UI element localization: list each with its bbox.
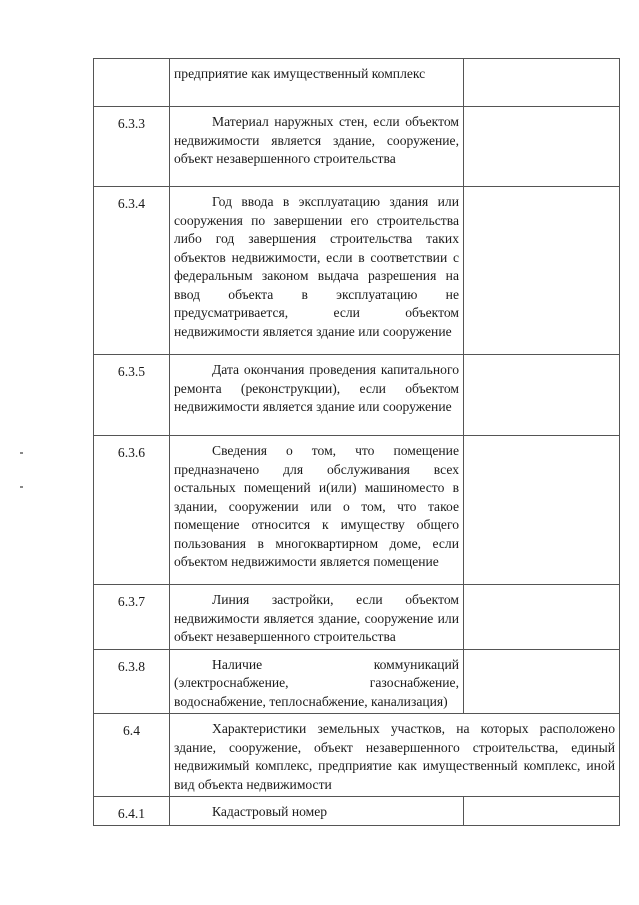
- table-row: [94, 59, 620, 107]
- row-description: [170, 649, 464, 714]
- table-row: [94, 107, 620, 187]
- row-number: 6.3.7: [94, 585, 170, 650]
- row-number: [94, 59, 170, 107]
- row-description: [170, 355, 464, 436]
- row-number: 6.3.8: [94, 649, 170, 714]
- row-description-text: Характеристики земельных участков, на которых расположено здание, сооружение, объект незавершенного строительства, единый недвижимый комплекс, предприятие как имущественный комплекс, иной вид объекта недвижимости: [174, 721, 615, 792]
- row-value-cell: [464, 355, 620, 436]
- row-description-text: Линия застройки, если объектом недвижимости является здание, сооружение или объект незавершенного строительства: [174, 592, 459, 644]
- table-row: [94, 436, 620, 585]
- row-description: [170, 187, 464, 355]
- characteristics-table: [93, 58, 620, 826]
- row-description-text: Материал наружных стен, если объектом недвижимости является здание, сооружение, объект незавершенного строительства: [174, 114, 459, 166]
- row-description-text: Наличие коммуникаций (электроснабжение, газоснабжение, водоснабжение, теплоснабжение, канализация): [174, 656, 459, 709]
- row-description: [170, 59, 464, 107]
- table-row: [94, 355, 620, 436]
- row-description-text: Сведения о том, что помещение предназначено для обслуживания всех остальных помещений и(или) машиноместо в здании, сооружении или о том, что такое помещение относится к имуществу общего пользования в многоквартирном доме, если объектом недвижимости является помещение: [174, 443, 459, 569]
- row-number: 6.3.4: [94, 187, 170, 355]
- row-number: 6.4: [94, 714, 170, 797]
- row-number: 6.3.6: [94, 436, 170, 585]
- row-description: [170, 107, 464, 187]
- row-value-cell: [464, 585, 620, 650]
- table-row: [94, 187, 620, 355]
- table-row: [94, 714, 620, 797]
- table-row: [94, 649, 620, 714]
- row-description: [170, 436, 464, 585]
- row-description: [170, 585, 464, 650]
- row-value-cell: [464, 59, 620, 107]
- margin-mark: [20, 452, 23, 454]
- row-number: 6.3.5: [94, 355, 170, 436]
- row-value-cell: [464, 797, 620, 826]
- margin-mark: [20, 486, 23, 488]
- row-description-text: Дата окончания проведения капитального ремонта (реконструкции), если объектом недвижимости является здание или сооружение: [174, 362, 459, 414]
- row-number: 6.4.1: [94, 797, 170, 826]
- row-value-cell: [464, 187, 620, 355]
- row-description: [170, 714, 620, 797]
- row-description-text: Кадастровый номер: [212, 804, 328, 819]
- row-description-text: Год ввода в эксплуатацию здания или сооружения по завершении его строительства либо год завершения строительства таких объектов недвижимости, если в соответствии с федеральным законом выдача разрешения на ввод объекта в эксплуатацию не предусматривается, если объектом недвижимости является здание или сооружение: [174, 194, 459, 339]
- row-value-cell: [464, 107, 620, 187]
- row-description-text: предприятие как имущественный комплекс: [174, 66, 426, 81]
- row-value-cell: [464, 436, 620, 585]
- row-number: 6.3.3: [94, 107, 170, 187]
- row-value-cell: [464, 649, 620, 714]
- table-row: [94, 797, 620, 826]
- table-row: [94, 585, 620, 650]
- row-description: [170, 797, 464, 826]
